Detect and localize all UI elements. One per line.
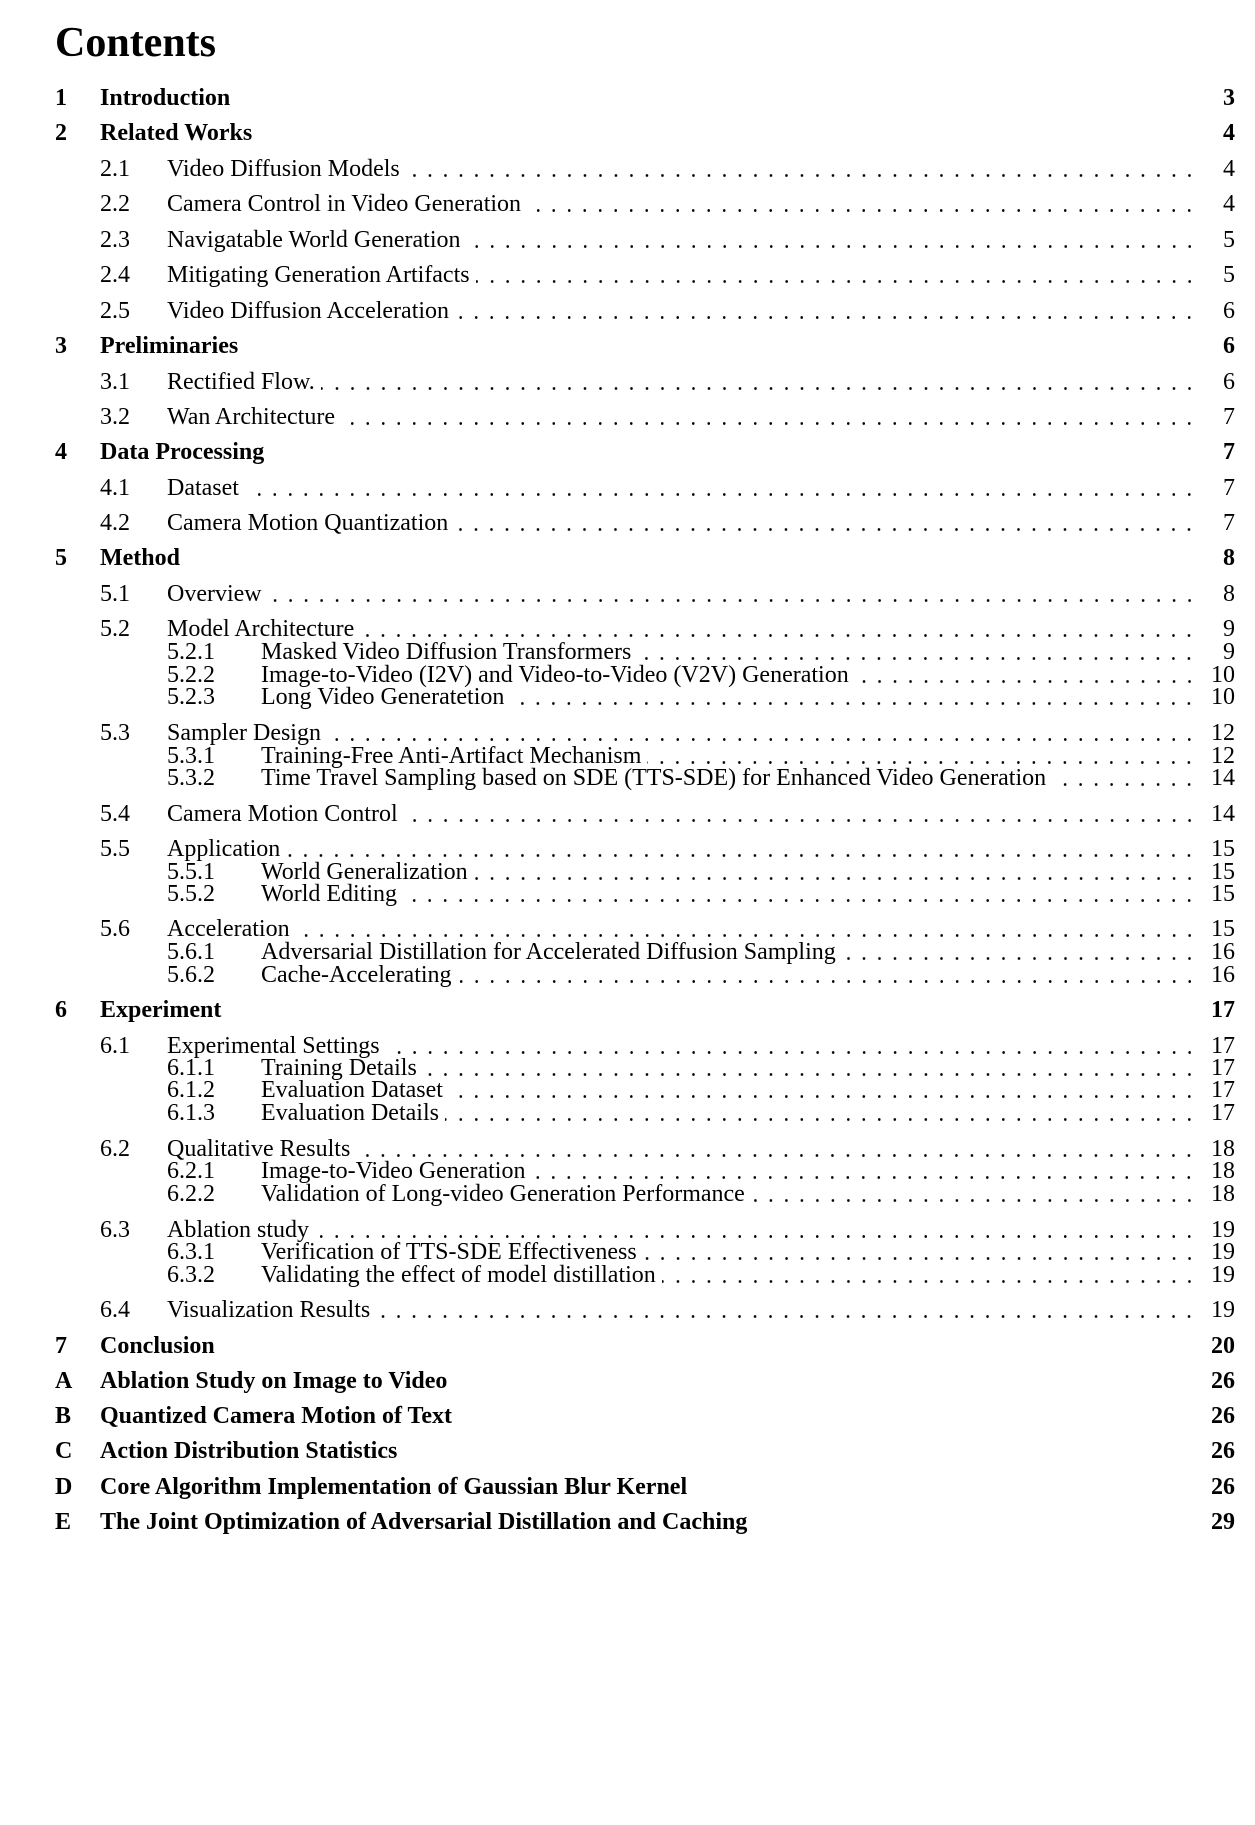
toc-entry-page-number[interactable]: 18 [1211, 1181, 1235, 1207]
toc-entry-number: 6.3.1 [167, 1239, 215, 1265]
toc-entry-page-number[interactable]: 3 [1223, 85, 1235, 111]
toc-entry[interactable] [55, 473, 1235, 503]
toc-entry-number: E [55, 1509, 72, 1535]
toc-entry-title[interactable]: Core Algorithm Implementation of Gaussian Blur Kernel [100, 1474, 688, 1500]
toc-entry-number: 5.3.1 [167, 743, 215, 769]
toc-entry-title[interactable]: Training Details [261, 1055, 417, 1081]
toc-entry-page-number[interactable]: 26 [1211, 1403, 1235, 1429]
toc-entry-page-number[interactable]: 15 [1211, 836, 1235, 862]
toc-entry[interactable] [55, 1331, 1235, 1361]
toc-dot-leader [245, 473, 1197, 503]
toc-entry-title[interactable]: Navigatable World Generation [167, 227, 461, 253]
toc-entry-page-number[interactable]: 12 [1211, 743, 1235, 769]
toc-entry-page-number[interactable]: 7 [1223, 475, 1235, 501]
toc-entry-page-number[interactable]: 19 [1211, 1262, 1235, 1288]
toc-entry[interactable] [55, 1295, 1235, 1325]
toc-entry-number: 6.1.3 [167, 1100, 215, 1126]
toc-entry-title[interactable]: Long Video Generatetion [261, 684, 505, 710]
toc-entry-page-number[interactable]: 29 [1211, 1509, 1235, 1535]
toc-entry-page-number[interactable]: 6 [1223, 369, 1235, 395]
toc-entry[interactable] [55, 154, 1235, 184]
toc-entry-number: 6.2 [100, 1136, 130, 1162]
toc-entry-number: C [55, 1438, 73, 1464]
toc-entry-page-number[interactable]: 5 [1223, 227, 1235, 253]
toc-entry-title[interactable]: Wan Architecture [167, 404, 335, 430]
toc-entry-title[interactable]: Video Diffusion Acceleration [167, 298, 450, 324]
toc-entry-number: 5.3 [100, 720, 130, 746]
toc-entry-number: 7 [55, 1333, 67, 1359]
toc-entry-title[interactable]: World Editing [261, 881, 398, 907]
toc-entry-page-number[interactable]: 14 [1211, 765, 1235, 791]
toc-entry[interactable] [55, 1179, 1235, 1209]
toc-entry-page-number[interactable]: 9 [1223, 616, 1235, 642]
toc-entry-number: 5.2.1 [167, 639, 215, 665]
toc-entry-page-number[interactable]: 7 [1223, 510, 1235, 536]
toc-entry[interactable] [55, 225, 1235, 255]
toc-entry-title[interactable]: Qualitative Results [167, 1136, 351, 1162]
toc-entry-number: 6.3.2 [167, 1262, 215, 1288]
toc-entry-page-number[interactable]: 4 [1223, 120, 1235, 146]
toc-entry-title[interactable]: Ablation Study on Image to Video [100, 1368, 448, 1394]
toc-entry[interactable] [55, 763, 1235, 793]
toc-entry-title[interactable]: Introduction [100, 85, 231, 111]
toc-dot-leader [406, 154, 1197, 184]
toc-entry-page-number[interactable]: 15 [1211, 916, 1235, 942]
toc-entry-page-number[interactable]: 4 [1223, 156, 1235, 182]
toc-entry[interactable] [55, 437, 1235, 467]
toc-dot-leader [455, 296, 1197, 326]
toc-entry-page-number[interactable]: 26 [1211, 1368, 1235, 1394]
toc-entry-title[interactable]: Image-to-Video (I2V) and Video-to-Video (V2V) Generation [261, 662, 849, 688]
toc-entry-title[interactable]: Quantized Camera Motion of Text [100, 1403, 452, 1429]
toc-entry-number: 5.6.1 [167, 939, 215, 965]
toc-entry[interactable] [55, 260, 1235, 290]
toc-dot-leader [1052, 763, 1197, 793]
toc-entry[interactable] [55, 1260, 1235, 1290]
toc-entry-title[interactable]: Validating the effect of model distillation [261, 1262, 656, 1288]
toc-entry[interactable] [55, 1098, 1235, 1128]
toc-dot-leader [321, 367, 1197, 397]
toc-entry-number: 6.2.1 [167, 1158, 215, 1184]
toc-dot-leader [404, 799, 1197, 829]
toc-entry-title[interactable]: Conclusion [100, 1333, 215, 1359]
toc-entry-number: 5.5 [100, 836, 130, 862]
toc-dot-leader [662, 1260, 1197, 1290]
toc-entry-page-number[interactable]: 6 [1223, 333, 1235, 359]
toc-entry-number: 5.4 [100, 801, 130, 827]
toc-entry-number: 2 [55, 120, 67, 146]
toc-entry-page-number[interactable]: 5 [1223, 262, 1235, 288]
toc-entry-title[interactable]: Rectified Flow. [167, 369, 315, 395]
toc-entry[interactable] [55, 508, 1235, 538]
toc-entry[interactable] [55, 879, 1235, 909]
toc-entry-page-number[interactable]: 6 [1223, 298, 1235, 324]
toc-dot-leader [751, 1179, 1197, 1209]
toc-entry-title[interactable]: Acceleration [167, 916, 290, 942]
toc-entry-title[interactable]: Image-to-Video Generation [261, 1158, 526, 1184]
toc-entry-number: 5.2.3 [167, 684, 215, 710]
toc-entry-number: 6.3 [100, 1217, 130, 1243]
toc-entry-page-number[interactable]: 18 [1211, 1158, 1235, 1184]
toc-entry-title[interactable]: Camera Control in Video Generation [167, 191, 522, 217]
toc-entry-title[interactable]: Model Architecture [167, 616, 355, 642]
toc-entry[interactable] [55, 960, 1235, 990]
toc-entry-title[interactable]: Time Travel Sampling based on SDE (TTS-SDE) for Enhanced Video Generation [261, 765, 1047, 791]
toc-entry-title[interactable]: Adversarial Distillation for Accelerated Diffusion Sampling [261, 939, 836, 965]
toc-entry-number: 5.3.2 [167, 765, 215, 791]
toc-entry-title[interactable]: Validation of Long-video Generation Performance [261, 1181, 745, 1207]
toc-entry-title[interactable]: Ablation study [167, 1217, 309, 1243]
toc-entry[interactable] [55, 1401, 1235, 1431]
toc-entry-page-number[interactable]: 19 [1211, 1297, 1235, 1323]
toc-entry-title[interactable]: The Joint Optimization of Adversarial Distillation and Caching [100, 1509, 748, 1535]
toc-entry[interactable] [55, 189, 1235, 219]
toc-entry[interactable] [55, 579, 1235, 609]
toc-entry-number: 5.2.2 [167, 662, 215, 688]
toc-entry-number: B [55, 1403, 72, 1429]
toc-dot-leader [454, 508, 1197, 538]
toc-entry-page-number[interactable]: 26 [1211, 1474, 1235, 1500]
toc-entry-title[interactable]: Masked Video Diffusion Transformers [261, 639, 632, 665]
toc-entry-number: 2.5 [100, 298, 130, 324]
toc-entry-number: 5.5.1 [167, 859, 215, 885]
toc-entry-page-number[interactable]: 9 [1223, 639, 1235, 665]
toc-entry-number: 3.1 [100, 369, 130, 395]
toc-entry-title[interactable]: Sampler Design [167, 720, 321, 746]
toc-entry-title[interactable]: Camera Motion Control [167, 801, 398, 827]
toc-entry-page-number[interactable]: 15 [1211, 881, 1235, 907]
toc-entry-number: 6.1.1 [167, 1055, 215, 1081]
toc-entry-page-number[interactable]: 17 [1211, 1055, 1235, 1081]
toc-entry-title[interactable]: Experimental Settings [167, 1033, 380, 1059]
toc-entry-page-number[interactable]: 4 [1223, 191, 1235, 217]
toc-entry[interactable] [55, 118, 1235, 148]
toc-entry-page-number[interactable]: 10 [1211, 684, 1235, 710]
toc-entry[interactable] [55, 83, 1235, 113]
toc-entry-page-number[interactable]: 16 [1211, 939, 1235, 965]
toc-entry-number: 6.4 [100, 1297, 130, 1323]
toc-entry-title[interactable]: Experiment [100, 997, 222, 1023]
toc-entry[interactable] [55, 799, 1235, 829]
toc-entry-number: 5.2 [100, 616, 130, 642]
toc-entry-title[interactable]: Preliminaries [100, 333, 239, 359]
toc-entry-number: 5.6.2 [167, 962, 215, 988]
toc-entry-page-number[interactable]: 17 [1211, 997, 1235, 1023]
toc-entry[interactable] [55, 995, 1235, 1025]
toc-dot-leader [458, 960, 1197, 990]
toc-entry-number: 2.3 [100, 227, 130, 253]
toc-entry-number: 6.1 [100, 1033, 130, 1059]
toc-entry-title[interactable]: Training-Free Anti-Artifact Mechanism [261, 743, 642, 769]
toc-entry-page-number[interactable]: 7 [1223, 404, 1235, 430]
toc-entry-title[interactable]: Related Works [100, 120, 253, 146]
toc-entry-title[interactable]: Evaluation Dataset [261, 1077, 443, 1103]
toc-entry-number: 6.2.2 [167, 1181, 215, 1207]
toc-entry-page-number[interactable]: 17 [1211, 1100, 1235, 1126]
toc-entry-title[interactable]: Action Distribution Statistics [100, 1438, 398, 1464]
toc-dot-leader [341, 402, 1197, 432]
toc-entry-page-number[interactable]: 19 [1211, 1239, 1235, 1265]
toc-entry-number: 5 [55, 545, 67, 571]
toc-entry-number: 1 [55, 85, 67, 111]
toc-entry-number: 5.1 [100, 581, 130, 607]
toc-entry-page-number[interactable]: 8 [1223, 581, 1235, 607]
toc-entry-number: 2.1 [100, 156, 130, 182]
toc-entry-number: 5.6 [100, 916, 130, 942]
toc-dot-leader [268, 579, 1197, 609]
toc-entry-title[interactable]: Dataset [167, 475, 239, 501]
toc-heading: Contents [55, 20, 217, 66]
toc-entry-title[interactable]: Verification of TTS-SDE Effectiveness [261, 1239, 637, 1265]
toc-entry[interactable] [55, 331, 1235, 361]
toc-entry-number: 4.2 [100, 510, 130, 536]
toc-entry-number: 3.2 [100, 404, 130, 430]
toc-entry-page-number[interactable]: 18 [1211, 1136, 1235, 1162]
toc-entry-page-number[interactable]: 17 [1211, 1033, 1235, 1059]
toc-entry[interactable] [55, 1366, 1235, 1396]
toc-entry-title[interactable]: Evaluation Details [261, 1100, 439, 1126]
toc-dot-leader [376, 1295, 1197, 1325]
toc-entry-title[interactable]: Method [100, 545, 180, 571]
toc-entry-page-number[interactable]: 10 [1211, 662, 1235, 688]
toc-entry[interactable] [55, 543, 1235, 573]
toc-entry-number: 4 [55, 439, 67, 465]
toc-entry-page-number[interactable]: 26 [1211, 1438, 1235, 1464]
toc-entry-title[interactable]: Camera Motion Quantization [167, 510, 449, 536]
toc-entry-page-number[interactable]: 17 [1211, 1077, 1235, 1103]
toc-entry-page-number[interactable]: 16 [1211, 962, 1235, 988]
toc-entry-number: A [55, 1368, 73, 1394]
toc-entry-number: 2.2 [100, 191, 130, 217]
toc-entry-number: 6 [55, 997, 67, 1023]
toc-dot-leader [467, 225, 1197, 255]
toc-entry[interactable] [55, 296, 1235, 326]
toc-entry[interactable] [55, 367, 1235, 397]
toc-entry[interactable] [55, 402, 1235, 432]
toc-entry-title[interactable]: Video Diffusion Models [167, 156, 400, 182]
toc-entry-page-number[interactable]: 8 [1223, 545, 1235, 571]
toc-entry-number: 4.1 [100, 475, 130, 501]
toc-entry-title[interactable]: Data Processing [100, 439, 265, 465]
toc-entry[interactable] [55, 1472, 1235, 1502]
toc-entry-number: 2.4 [100, 262, 130, 288]
toc-dot-leader [510, 682, 1197, 712]
toc-dot-leader [403, 879, 1197, 909]
toc-entry-title[interactable]: Application [167, 836, 281, 862]
toc-entry-page-number[interactable]: 12 [1211, 720, 1235, 746]
toc-entry-page-number[interactable]: 19 [1211, 1217, 1235, 1243]
toc-dot-leader [445, 1098, 1197, 1128]
toc-entry[interactable] [55, 1507, 1235, 1537]
toc-entry-page-number[interactable]: 14 [1211, 801, 1235, 827]
toc-entry[interactable] [55, 1436, 1235, 1466]
toc-entry-number: D [55, 1474, 73, 1500]
toc-entry-page-number[interactable]: 15 [1211, 859, 1235, 885]
toc-entry-title[interactable]: World Generalization [261, 859, 468, 885]
toc-dot-leader [476, 260, 1197, 290]
toc-entry-title[interactable]: Visualization Results [167, 1297, 371, 1323]
toc-entry-number: 6.1.2 [167, 1077, 215, 1103]
toc-entry-title[interactable]: Mitigating Generation Artifacts [167, 262, 470, 288]
toc-entry-title[interactable]: Overview [167, 581, 262, 607]
toc-dot-leader [527, 189, 1197, 219]
toc-entry-number: 5.5.2 [167, 881, 215, 907]
toc-entry-page-number[interactable]: 7 [1223, 439, 1235, 465]
toc-entry-title[interactable]: Cache-Accelerating [261, 962, 452, 988]
toc-entry[interactable] [55, 682, 1235, 712]
toc-entry-number: 3 [55, 333, 67, 359]
toc-entry-page-number[interactable]: 20 [1211, 1333, 1235, 1359]
